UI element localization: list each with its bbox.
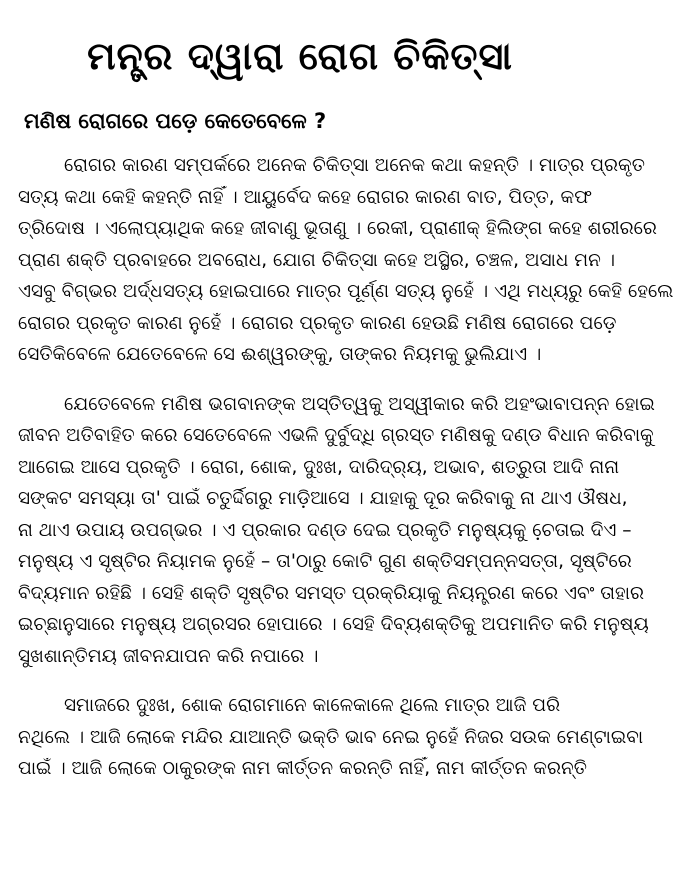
text-line: ତ୍ରିଦୋଷ । ଏଲୋପ୍ୟାଥିକ କହେ ଜୀବାଣୁ ଭୂତାଣୁ । ରେକୀ, ପ୍ରାଣୀକ୍ ହିଲିଙ୍ଗ କହେ ଶରୀରରେ bbox=[18, 218, 657, 239]
text-line: ଯେତେବେଳେ ମଣିଷ ଭଗବାନଙ୍କ ଅସ୍ତିତ୍ୱକୁ ଅସ୍ୱୀକାର କରି ଅହଂଭାବାପନ୍ନ ହୋଇ bbox=[64, 393, 655, 415]
text-line: ଇଚ୍ଛାନୁସାରେ ମନୁଷ୍ୟ ଅଗ୍ରସର ହୋପାରେ । ସେହି ଦିବ୍ୟଶକ୍ତିକୁ ଅପମାନିତ କରି ମନୁଷ୍ୟ bbox=[18, 614, 649, 635]
text-line: ଜୀବନ ଅତିବାହିତ କରେ ସେତେବେଳେ ଏଭଳି ଦୁର୍ବୁଦ୍ଧି ଗ୍ରସ୍ତ ମଣିଷକୁ ଦଣ୍ଡ ବିଧାନ କରିବାକୁ bbox=[18, 425, 654, 446]
page-title: ମନ୍ତ୍ର ଦ୍ୱାରା ରୋଗ ଚିକିତ୍ସା bbox=[87, 34, 513, 78]
text-line: ପାଇଁ । ଆଜି ଲୋକେ ଠାକୁରଙ୍କ ନାମ କୀର୍ତ୍ତନ କରନ୍ତି ନାହିଁ, ନାମ କୀର୍ତ୍ତନ କରନ୍ତି bbox=[18, 758, 587, 779]
text-line: ବିଦ୍ୟମାନ ରହିଛି । ସେହି ଶକ୍ତି ସୃଷ୍ଟିର ସମସ୍ତ ପ୍ରକ୍ରିୟାକୁ ନିୟନ୍ତ୍ରଣ କରେ ଏବଂ ତାହାର bbox=[18, 582, 644, 604]
text-line: ସମାଜରେ ଦୁଃଖ, ଶୋକ ରୋଗମାନେ କାଳେକାଳେ ଥିଲେ ମାତ୍ର ଆଜି ପରି bbox=[64, 695, 561, 716]
text-line: ନା ଥାଏ ଉପାୟ ଉପଗ୍ଭର । ଏ ପ୍ରକାର ଦଣ୍ଡ ଦେଇ ପ୍ରକୃତି ମନୁଷ୍ୟକୁ ଚେ଼ତାଇ ଦିଏ – bbox=[18, 519, 632, 541]
text-line: ଆଗେଇ ଆସେ ପ୍ରକୃତି । ରୋଗ, ଶୋକ, ଦୁଃଖ, ଦାରିଦ୍ର୍ୟ, ଅଭାବ, ଶତ୍ରୁତା ଆଦି ନାନା bbox=[18, 456, 620, 478]
text-line: ସଙ୍କଟ ସମସ୍ୟା ତା' ପାଇଁ ଚତୁର୍ଦ୍ଦିଗରୁ ମାଡ଼ିଆସେ । ଯାହାକୁ ଦୂର କରିବାକୁ ନା ଥାଏ ଔଷଧ, bbox=[18, 488, 628, 509]
text-line: ଏସବୁ ବିଗ୍ଭର ଅର୍ଦ୍ଧସତ୍ୟ ହୋଇପାରେ ମାତ୍ର ପୂର୍ଣ୍ଣ ସତ୍ୟ ନୁହେଁ । ଏଥି ମଧ୍ୟରୁ କେହି ହେଲେ bbox=[18, 281, 673, 302]
text-line: ରୋଗର ପ୍ରକୃତ କାରଣ ନୁହେଁ । ରୋଗର ପ୍ରକୃତ କାରଣ ହେଉଛି ମଣିଷ ରୋଗରେ ପଡ଼େ bbox=[18, 312, 617, 334]
paragraph-1 bbox=[18, 150, 673, 371]
text-line: ସୁଖଶାନ୍ତିମୟ ଜୀବନଯାପନ କରି ନପାରେ । bbox=[18, 645, 319, 667]
text-line: ମନୁଷ୍ୟ ଏ ସୃଷ୍ଟିର ନିୟାମକ ନୁହେଁ – ତା'ଠାରୁ କୋଟି ଗୁଣ ଶକ୍ତିସମ୍ପନ୍ନସତ୍ତା, ସୃଷ୍ଟିରେ bbox=[18, 551, 632, 572]
text-line: ସତ୍ୟ କଥା କେହି କହନ୍ତି ନାହିଁ । ଆୟୁର୍ବେଦ କହେ ରୋଗର କାରଣ ବାତ, ପିତ୍ତ, କଫ bbox=[18, 186, 592, 208]
text-line: ସେତିକିବେଳେ ଯେତେବେଳେ ସେ ଈଶ୍ୱରଙ୍କୁ, ତାଙ୍କର ନିୟମକୁ ଭୁଲିଯାଏ । bbox=[18, 344, 542, 365]
section-heading: ମଣିଷ ରୋଗରେ ପଡ଼େ କେତେବେଳେ ? bbox=[24, 109, 327, 133]
paragraph-2 bbox=[18, 389, 655, 673]
paragraph-3 bbox=[18, 690, 644, 785]
text-line: ପ୍ରାଣ ଶକ୍ତି ପ୍ରବାହରେ ଅବରୋଧ, ଯୋଗ ଚିକିତ୍ସା କହେ ଅସ୍ଥିର, ଚଞ୍ଚଳ, ଅସାଧ ମନ । bbox=[18, 249, 616, 271]
text-line: ରୋଗର କାରଣ ସମ୍ପର୍କରେ ଅନେକ ଚିକିତ୍ସା ଅନେକ କଥା କହନ୍ତି । ମାତ୍ର ପ୍ରକୃତ bbox=[64, 155, 645, 176]
text-line: ନଥିଲେ । ଆଜି ଲୋକେ ମନ୍ଦିର ଯାଆନ୍ତି ଭକ୍ତି ଭାବ ନେଇ ନୁହେଁ ନିଜର ସଉକ ମେଣ୍ଟାଇବା bbox=[18, 726, 644, 748]
